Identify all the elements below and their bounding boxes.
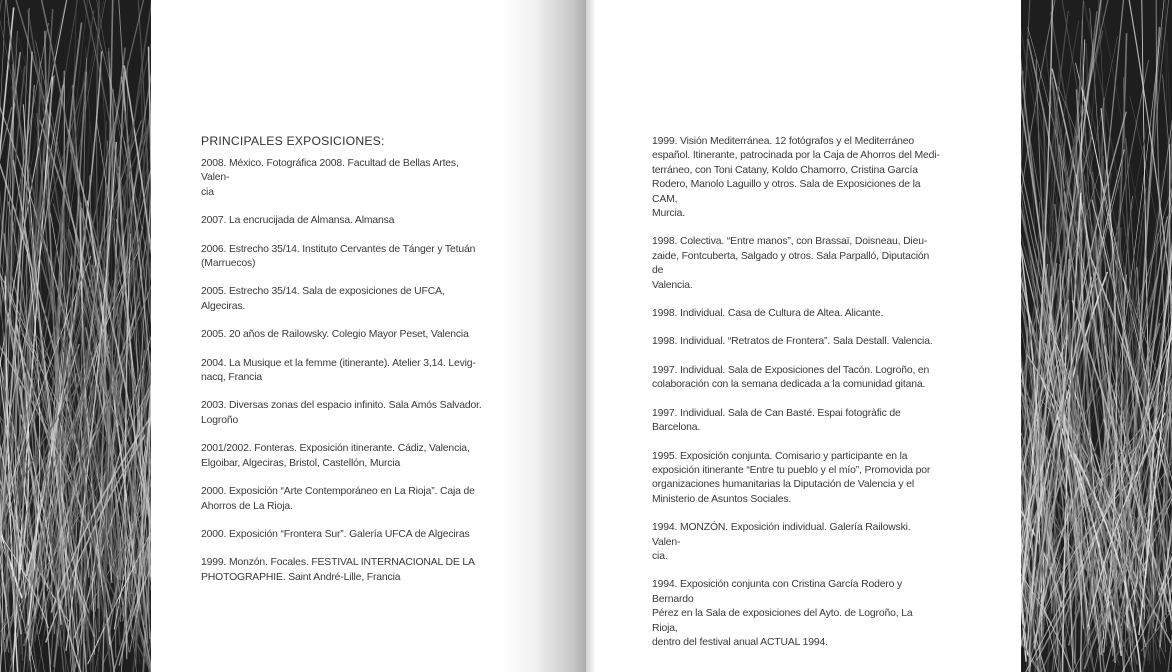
exhibition-entry: 1994. Exposición conjunta con Cristina García Rodero y Bernardo Pérez en la Sala de exposiciones del Ayto. de Logroño, La Rioja, dentro del festival anual ACTUAL 1994. <box>652 579 913 648</box>
exhibition-entry: 2007. La encrucijada de Almansa. Almansa <box>201 215 395 227</box>
exhibition-entry: 1994. MONZÓN. Exposición individual. Galería Railowski. Valen- cia. <box>652 522 911 562</box>
exhibitions-column-right <box>652 135 940 664</box>
exhibition-entry: 1998. Individual. Casa de Cultura de Altea. Alicante. <box>652 308 884 320</box>
exhibition-entry: 1998. Individual. “Retratos de Frontera”. Sala Destall. Valencia. <box>652 336 933 348</box>
exhibition-entry: 1997. Individual. Sala de Can Basté. Espai fotogràfic de Barcelona. <box>652 407 901 434</box>
exhibition-entry: 2005. Estrecho 35/14. Sala de exposiciones de UFCA, Algeciras. <box>201 286 445 312</box>
exhibition-entry: 1998. Colectiva. “Entre manos”, con Brassaï, Doisneau, Dieu- zaide, Fontcuberta, Salgado y otros. Sala Parpalló, Diputación de Valencia. <box>652 236 930 291</box>
exhibition-entry: 2003. Diversas zonas del espacio infinito. Sala Amós Salvador. Logroño <box>201 400 482 426</box>
exhibition-entry: 2005. 20 años de Railowsky. Colegio Mayor Peset, Valencia <box>201 329 469 341</box>
exhibition-entry: 2000. Exposición “Frontera Sur”. Galería UFCA de Algeciras <box>201 528 470 540</box>
exhibition-entry: 2004. La Musique et la femme (itinerante). Atelier 3,14. Levig- nacq, Francia <box>201 357 476 384</box>
exhibitions-column-left <box>201 134 483 599</box>
grass-photo-right <box>1021 0 1172 672</box>
exhibition-entry: 1995. Exposición conjunta. Comisario y participante en la exposición itinerante “Entre tu pueblo y el mío”, Promovida por organizaciones humanitarias la Diputación de Valencia y el Ministerio de Asuntos Sociales. <box>652 450 931 505</box>
exhibition-entry: 1999. Monzón. Focales. FESTIVAL INTERNACIONAL DE LA PHOTOGRAPHIE. Saint André-Lille, Francia <box>201 557 475 583</box>
exhibition-entry: 1997. Individual. Sala de Exposiciones del Tacón. Logroño, en colaboración con la semana dedicada a la comunidad gitana. <box>652 364 930 391</box>
exhibition-entry: 2006. Estrecho 35/14. Instituto Cervantes de Tánger y Tetuán (Marruecos) <box>201 243 476 270</box>
exhibition-entry: 2000. Exposición “Arte Contemporáneo en La Rioja”. Caja de Ahorros de La Rioja. <box>201 486 475 512</box>
exhibition-entry: 2008. México. Fotográfica 2008. Facultad de Bellas Artes, Valen- cia <box>201 158 459 198</box>
section-heading: PRINCIPALES EXPOSICIONES: <box>201 134 385 148</box>
exhibition-entry: 2001/2002. Fonteras. Exposición itinerante. Cádiz, Valencia, Elgoibar, Algeciras, Bristol, Castellón, Murcia <box>201 443 470 469</box>
grass-photo-left <box>0 0 151 672</box>
exhibition-entry: 1999. Visión Mediterránea. 12 fotógrafos y el Mediterráneo español. Itinerante, patrocinada por la Caja de Ahorros del Medi- terráneo, con Toni Catany, Koldo Chamorro, Cristina García Rodero, Manolo Laguillo y otros. Sala de Exposiciones de la CAM, Murcia. <box>652 136 940 220</box>
